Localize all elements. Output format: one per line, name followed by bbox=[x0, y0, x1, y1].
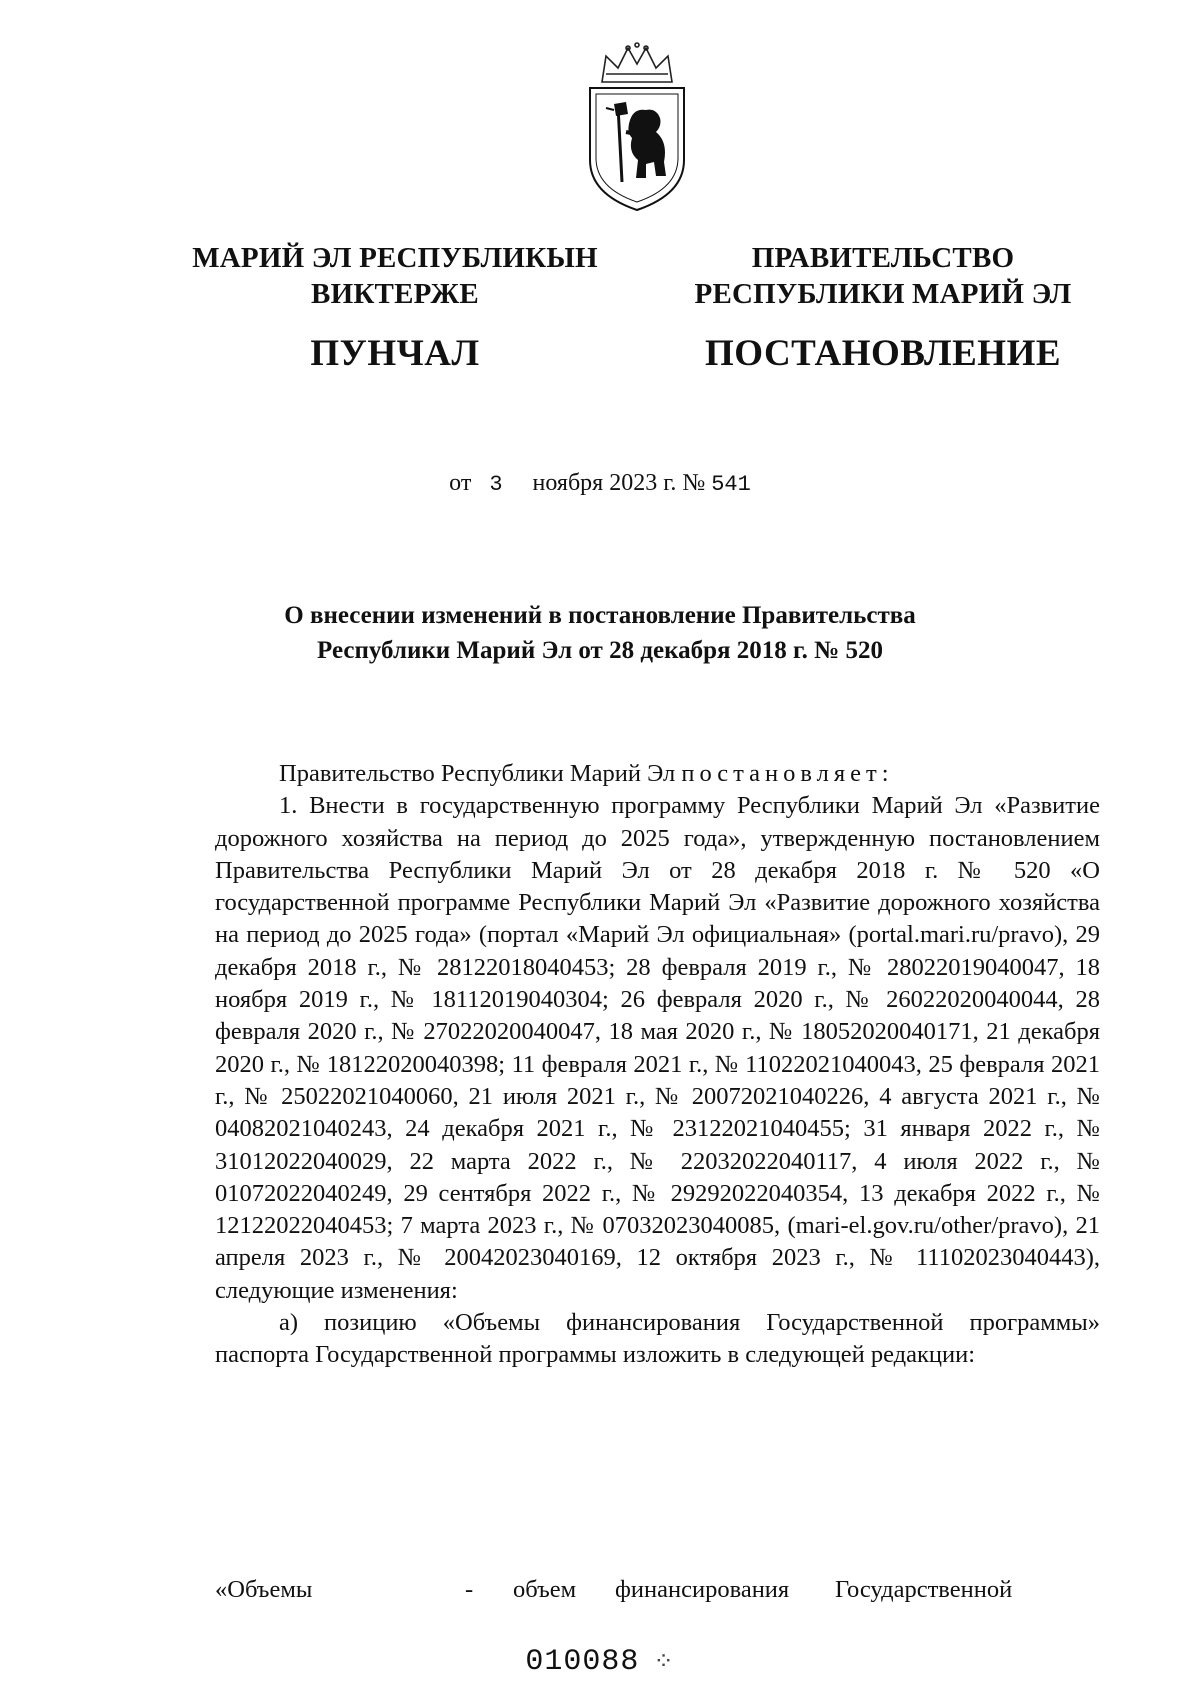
header-left bbox=[180, 240, 610, 376]
table-word-3: Государственной bbox=[835, 1576, 1013, 1603]
table-label: «Объемы bbox=[215, 1576, 313, 1603]
header-left-title: ПУНЧАЛ bbox=[310, 333, 480, 374]
table-word-2: финансирования bbox=[615, 1576, 790, 1603]
serial-number: 010088 bbox=[525, 1645, 640, 1679]
title-line2: Республики Марий Эл от 28 декабря 2018 г. № 520 bbox=[317, 637, 883, 664]
table-word-1: объем bbox=[513, 1576, 577, 1603]
header-left-line2: ВИКТЕРЖЕ bbox=[311, 278, 479, 310]
preamble-text: Правительство Республики Марий Эл bbox=[279, 760, 682, 787]
paragraph-item-1: 1. Внести в государственную программу Республики Марий Эл «Развитие дорожного хозяйства на период до 2025 года», утвержденную постановлением Правительства Республики Марий Эл от 28 декабря 2018 г. № 520 «О государственной программе Республики Марий Эл «Развитие дорожного хозяйства на период до 2025 года» (портал «Марий Эл официальная» (portal.mari.ru/pravo), 29 декабря 2018 г., № 28122018040453; 28 февраля 2019 г., № 28022019040047, 18 ноября 2019 г., № 18112019040304; 26 февраля 2020 г., № 26022020040044, 28 февраля 2020 г., № 27022020040047, 18 мая 2020 г., № 18052020040171, 21 декабря 2020 г., № 18122020040398; 11 февраля 2021 г., № 11022021040043, 25 февраля 2021 г., № 25022021040060, 21 июля 2021 г., № 20072021040226, 4 августа 2021 г., № 04082021040243, 24 декабря 2021 г., № 23122021040455; 31 января 2022 г., № 31012022040029, 22 марта 2022 г., № 22032022040117, 4 июля 2022 г., № 01072022040249, 29 сентября 2022 г., № 29292022040354, 13 декабря 2022 г., № 12122022040453; 7 марта 2023 г., № 07032023040085, (mari-el.gov.ru/other/pravo), 21 апреля 2023 г., № 20042023040169, 12 октября 2023 г., № 11102023040443), следующие изменения: bbox=[215, 792, 1100, 1304]
table-dash: - bbox=[465, 1576, 474, 1603]
document-body bbox=[215, 758, 1100, 1372]
date-month-year: ноября 2023 г. № bbox=[532, 470, 706, 496]
document-number: 541 bbox=[711, 472, 751, 497]
header-right-title: ПОСТАНОВЛЕНИЕ bbox=[704, 333, 1062, 374]
serial-mark: ⁘ bbox=[653, 1650, 675, 1677]
document-date bbox=[0, 470, 1200, 497]
header-right-line1: ПРАВИТЕЛЬСТВО bbox=[751, 242, 1015, 274]
preamble-decree: постановляет: bbox=[681, 760, 894, 787]
header-right bbox=[668, 240, 1098, 376]
preamble bbox=[215, 758, 1100, 790]
date-day: 3 bbox=[489, 472, 503, 497]
paragraph-item-a: а) позицию «Объемы финансирования Государственной программы» паспорта Государственной программы изложить в следующей редакции: bbox=[215, 1309, 1100, 1369]
footer-serial bbox=[0, 1645, 1200, 1679]
date-prefix: от bbox=[449, 470, 472, 496]
coat-of-arms-icon bbox=[582, 42, 692, 214]
document-title bbox=[0, 598, 1200, 668]
header-right-line2: РЕСПУБЛИКИ МАРИЙ ЭЛ bbox=[694, 278, 1072, 310]
title-line1: О внесении изменений в постановление Правительства bbox=[284, 602, 916, 629]
header-left-line1: МАРИЙ ЭЛ РЕСПУБЛИКЫН bbox=[192, 242, 598, 274]
